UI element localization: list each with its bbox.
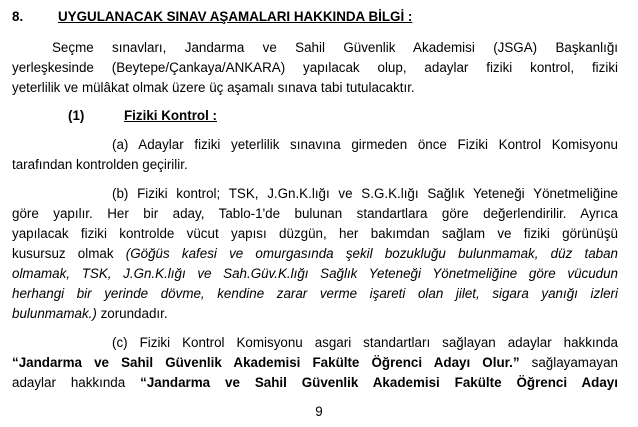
intro-line-3: yeterlilik ve mülâkat olmak üzere üç aşamalı sınava tabi tutulacaktır. [12, 80, 415, 95]
para-a-line-2: tarafından kontrolden geçirilir. [12, 157, 188, 172]
section-title: UYGULANACAK SINAV AŞAMALARI HAKKINDA BİLGİ : [58, 9, 413, 24]
para-c-line-1: (c) Fiziki Kontrol Komisyonu asgari standartları sağlayan adaylar hakkında [112, 335, 618, 350]
para-b-line-1: (b) Fiziki kontrol; TSK, J.Gn.K.lığı ve S.G.K.lığı Sağlık Yeteneği Yönetmeliğine [112, 186, 618, 201]
para-b-line-7-normal: zorundadır. [96, 306, 168, 321]
para-b-line-6: herhangi bir yerinde dövme, kendine zarar verme işareti olan jilet, sigara yanığı izleri [12, 286, 618, 301]
para-c-line-3-normal: adaylar hakkında [12, 375, 141, 390]
para-b-line-4-italic: (Göğüs kafesi ve omurgasında şekil bozukluğu bulunmamak, düz taban [125, 246, 619, 261]
subsection-number: (1) [68, 108, 85, 123]
page-number: 9 [315, 404, 323, 419]
para-c-line-3-bold: “Jandarma ve Sahil Güvenlik Akademisi Fakülte Öğrenci Adayı [140, 375, 618, 390]
intro-line-2: yerleşkesinde (Beytepe/Çankaya/ANKARA) yapılacak olup, adaylar fiziki kontrol, fiziki [12, 60, 618, 75]
para-c-line-2 [12, 353, 618, 373]
subsection-title: Fiziki Kontrol : [124, 108, 217, 123]
para-c-line-2-normal: sağlayamayan [519, 355, 618, 370]
para-b-line-2: göre yapılır. Her bir aday, Tablo-1'de bulunan standartlara göre değerlendirilir. Ayrıca [12, 206, 618, 221]
para-b-line-3: yapılacak fiziki kontrolde vücut yapısı düzgün, her bakımdan sağlam ve fiziki görünüşü [12, 226, 618, 241]
para-c-line-3 [12, 373, 618, 393]
section-heading [12, 7, 618, 27]
subsection-heading [68, 106, 368, 126]
para-b-line-7 [12, 304, 618, 324]
para-c-line-2-bold: “Jandarma ve Sahil Güvenlik Akademisi Fakülte Öğrenci Adayı Olur.” [12, 355, 520, 370]
intro-line-1: Seçme sınavları, Jandarma ve Sahil Güvenlik Akademisi (JSGA) Başkanlığı [52, 40, 618, 55]
para-a-line-1: (a) Adaylar fiziki yeterlilik sınavına girmeden önce Fiziki Kontrol Komisyonu [112, 137, 618, 152]
para-b-line-5: olmamak, TSK, J.Gn.K.lığı ve Sah.Güv.K.lığı Sağlık Yeteneği Yönetmeliğine göre vücudun [12, 266, 618, 281]
para-b-line-4-normal: kusursuz olmak [12, 246, 126, 261]
para-b-line-4 [12, 244, 618, 264]
para-b-line-7-italic: bulunmamak.) [12, 306, 97, 321]
section-number: 8. [12, 9, 24, 24]
